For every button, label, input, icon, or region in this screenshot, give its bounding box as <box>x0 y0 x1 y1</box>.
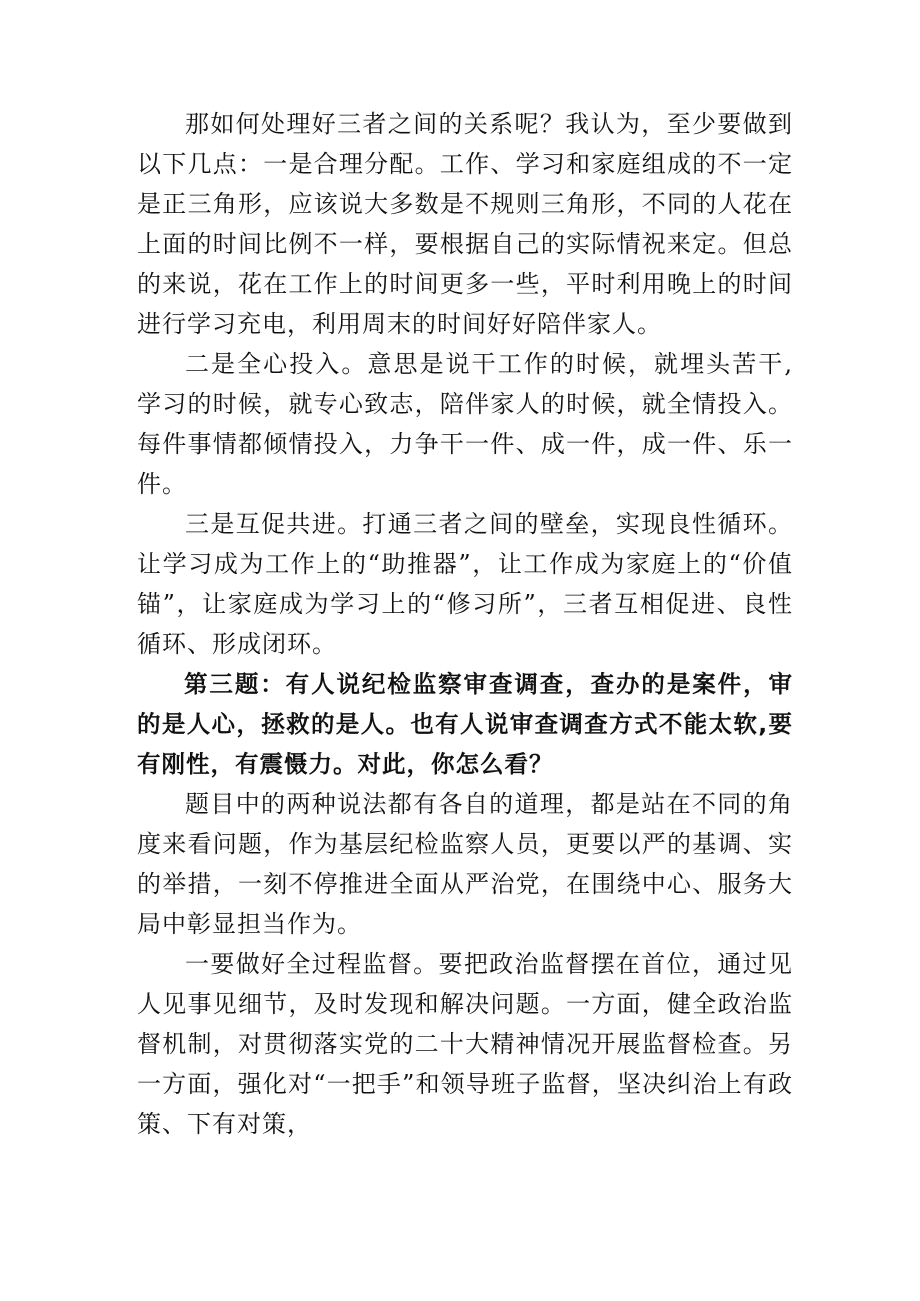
question-three-heading: 第三题：有人说纪检监察审查调查，查办的是案件，审的是人心，拯救的是人。也有人说审查调查方式不能太软,要有刚性，有震慑力。对此，你怎么看？ <box>137 670 793 778</box>
paragraph-mutual-promotion: 三是互促共进。打通三者之间的壁垒，实现良性循环。让学习成为工作上的“助推器”，让工作成为家庭上的“价值锚”，让家庭成为学习上的“修习所”，三者互相促进、良性循环、形成闭环。 <box>137 510 793 658</box>
paragraph-balance-methods: 那如何处理好三者之间的关系呢？我认为，至少要做到以下几点：一是合理分配。工作、学习和家庭组成的不一定是正三角形，应该说大多数是不规则三角形，不同的人花在上面的时间比例不一样，要根据自己的实际情祝来定。但总的来说，花在工作上的时间更多一些，平时利用晚上的时间进行学习充电，利用周末的时间好好陪伴家人。 <box>137 110 793 338</box>
paragraph-full-commitment: 二是全心投入。意思是说干工作的时候，就埋头苦干,学习的时候，就专心致志，陪伴家人的时候，就全情投入。每件事情都倾情投入，力争干一件、成一件，成一件、乐一件。 <box>137 350 793 498</box>
paragraph-full-process-supervision: 一要做好全过程监督。要把政治监督摆在首位，通过见人见事见细节，及时发现和解决问题。一方面，健全政治监督机制，对贯彻落实党的二十大精神情况开展监督检查。另一方面，强化对“一把手”和领导班子监督，坚决纠治上有政策、下有对策， <box>137 950 793 1138</box>
document-body <box>137 104 793 1144</box>
paragraph-answer-intro: 题目中的两种说法都有各自的道理，都是站在不同的角度来看问题，作为基层纪检监察人员，更要以严的基调、实的举措，一刻不停推进全面从严治党，在围绕中心、服务大局中彰显担当作为。 <box>137 790 793 938</box>
